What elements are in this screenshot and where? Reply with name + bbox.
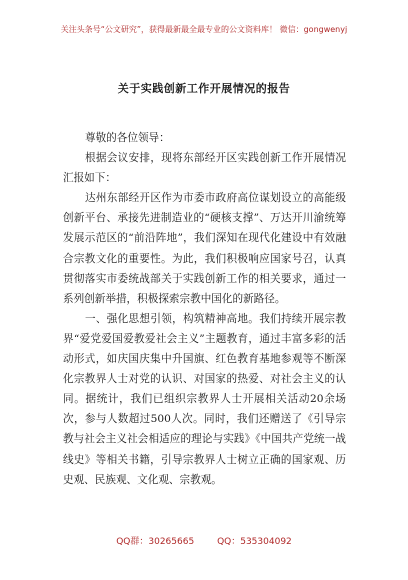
paragraph-section-one: 一、强化思想引领，构筑精神高地。我们持续开展宗教界“爱党爱国爱教爱社会主义”主题教育，通过丰富多彩的活动形式，如庆国庆集中升国旗、红色教育基地参观等不断深化宗教界人士对党的认识、对国家的热爱、对社会主义的认同。据统计，我们已组织宗教界人士开展相关活动20余场次，参与人数超过500人次。同时，我们还赠送了《引导宗教与社会主义社会相适应的理论与实践》《中国共产党统一战线史》等相关书籍，引导宗教界人士树立正确的国家观、历史观、民族观、文化观、宗教观。	[63, 312, 346, 486]
header-promo-note: 关注头条号“公文研究”，获得最新最全最专业的公文资料库！ 微信：gongwenyj	[60, 25, 348, 34]
document-body	[63, 128, 346, 490]
paragraph-background: 达州东部经开区作为市委市政府高位谋划设立的高能级创新平台、承接先进制造业的“硬核支撑”、万达开川渝统筹发展示范区的“前沿阵地”，我们深知在现代化建设中有效融合宗教文化的重要性。为此，我们积极响应国家号召，认真贯彻落实市委统战部关于实践创新工作的相关要求，通过一系列创新举措，积极探索宗教中国化的新路径。	[63, 192, 346, 305]
paragraph-intro: 根据会议安排，现将东部经开区实践创新工作开展情况汇报如下：	[63, 152, 346, 185]
footer-contact: QQ群：30265665 QQ：535304092	[116, 537, 292, 547]
greeting-line: 尊敬的各位领导：	[85, 132, 170, 144]
document-title: 关于实践创新工作开展情况的报告	[117, 82, 291, 95]
